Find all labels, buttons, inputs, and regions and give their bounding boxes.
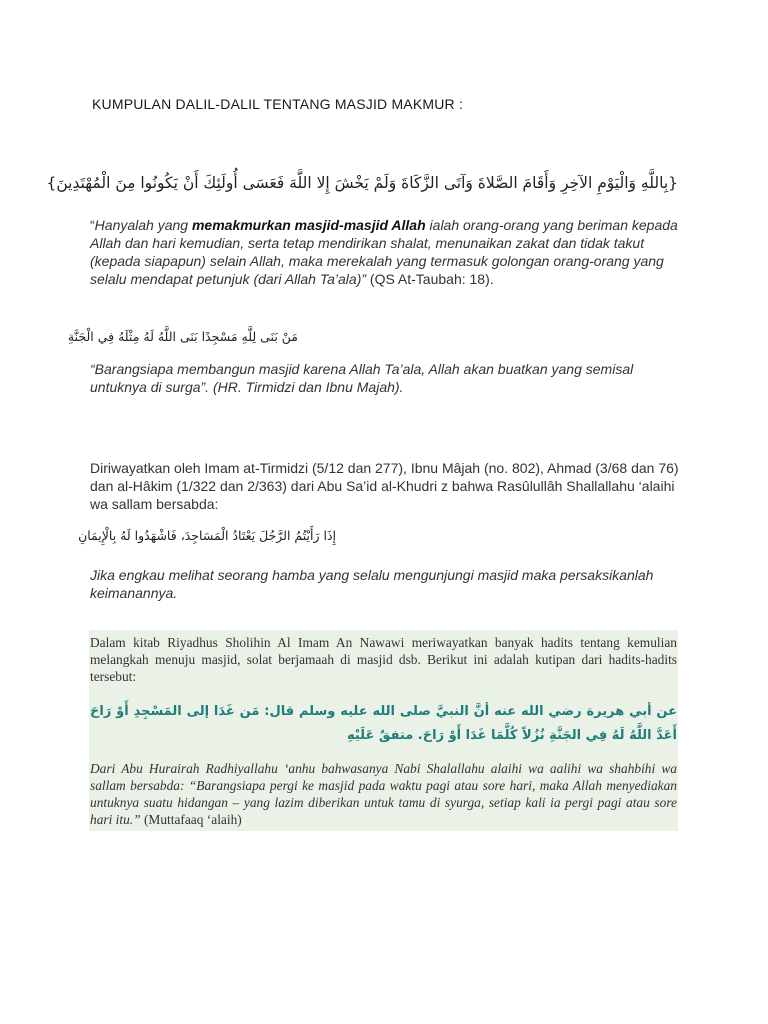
hadith-2-translation: Jika engkau melihat seorang hamba yang selalu mengunjungi masjid maka persaksikanlah keimanannya. — [90, 567, 654, 601]
translation-post: ialah orang-orang yang beriman kepada Allah dan hari kemudian, serta tetap mendirikan shalat, menunaikan zakat dan tidak takut (kepada siapapun) selain Allah, maka merekalah yang termasuk golongan orang-orang yang selalu mendapat petunjuk (dari Allah Ta’ala)” — [90, 217, 678, 287]
riyadhus-intro: Dalam kitab Riyadhus Sholihin Al Imam An Nawawi meriwayatkan banyak hadits tentang kemulian melangkah menuju masjid, solat berjamaah di masjid dsb. Berikut ini adalah kutipan dari hadits-hadits tersebut: — [90, 635, 677, 684]
hadith-1-translation: “Barangsiapa membangun masjid karena Allah Ta’ala, Allah akan buatkan yang semisal untuknya di surga”. (HR. Tirmidzi dan Ibnu Majah). — [90, 361, 634, 395]
hadith-3-translation-text: Dari Abu Hurairah Radhiyallahu ‘anhu bahwasanya Nabi Shalallahu alaihi wa aalihi wa shahbihi wa sallam bersabda: “Barangsiapa pergi ke masjid pada waktu pagi atau sore hari, maka Allah menyediakan untuknya suatu hidangan – yang lazim diberikan untuk tamu di syurga, setiap kali ia pergi pagi atau sore hari itu.” — [90, 761, 677, 827]
narration-intro: Diriwayatkan oleh Imam at-Tirmidzi (5/12 dan 277), Ibnu Mâjah (no. 802), Ahmad (3/68 dan 76) dan al-Hâkim (1/322 dan 2/363) dari Abu Sa’id al-Khudri z bahwa Rasûlullâh Shallallahu ‘alaihi wa sallam bersabda: — [90, 460, 679, 512]
hadith-3-translation — [90, 760, 677, 828]
quran-verse-arabic: {بِاللَّهِ وَالْيَوْمِ الآخِرِ وَأَقَامَ الصَّلاةَ وَآتَى الزَّكَاةَ وَلَمْ يَخْشَ إِلا اللَّهَ فَعَسَى أُولَئِكَ أَنْ يَكُونُوا مِنَ الْمُهْتَدِينَ} — [46, 174, 678, 192]
open-quote: “ — [90, 217, 95, 233]
quran-verse-translation — [90, 216, 680, 288]
hadith-3-source: (Muttafaaq ‘alaih) — [143, 812, 242, 827]
hadith-3-arabic: عن أبي هريرة رضي الله عنه أنَّ النبيَّ صلى الله عليه وسلم قال: مَن غَدَا إلى المَسْجِدِ أَوْ رَاحَ أَعَدَّ اللَّهُ لَهُ فِي الجَنَّةِ نُزُلاً كُلَّمَا غَدَا أَوْ رَاحَ. متفقٌ عَلَيْهِ — [90, 704, 677, 743]
hadith-2-arabic: إِذَا رَأَيْتُمُ الرَّجُلَ يَعْتَادُ الْمَسَاجِدَ، فَاشْهَدُوا لَهُ بِالْإِيمَانِ — [78, 528, 336, 543]
translation-bold: memakmurkan masjid-masjid Allah — [191, 217, 426, 233]
translation-pre: Hanyalah yang — [94, 217, 192, 233]
hadith-1-arabic: مَنْ بَنَى لِلَّهِ مَسْجِدًا بَنَى اللَّهُ لَهُ مِثْلَهُ فِي الْجَنَّةِ — [67, 329, 298, 344]
translation-reference: (QS At-Taubah: 18). — [366, 271, 494, 287]
page-title: KUMPULAN DALIL-DALIL TENTANG MASJID MAKMUR : — [92, 96, 464, 112]
